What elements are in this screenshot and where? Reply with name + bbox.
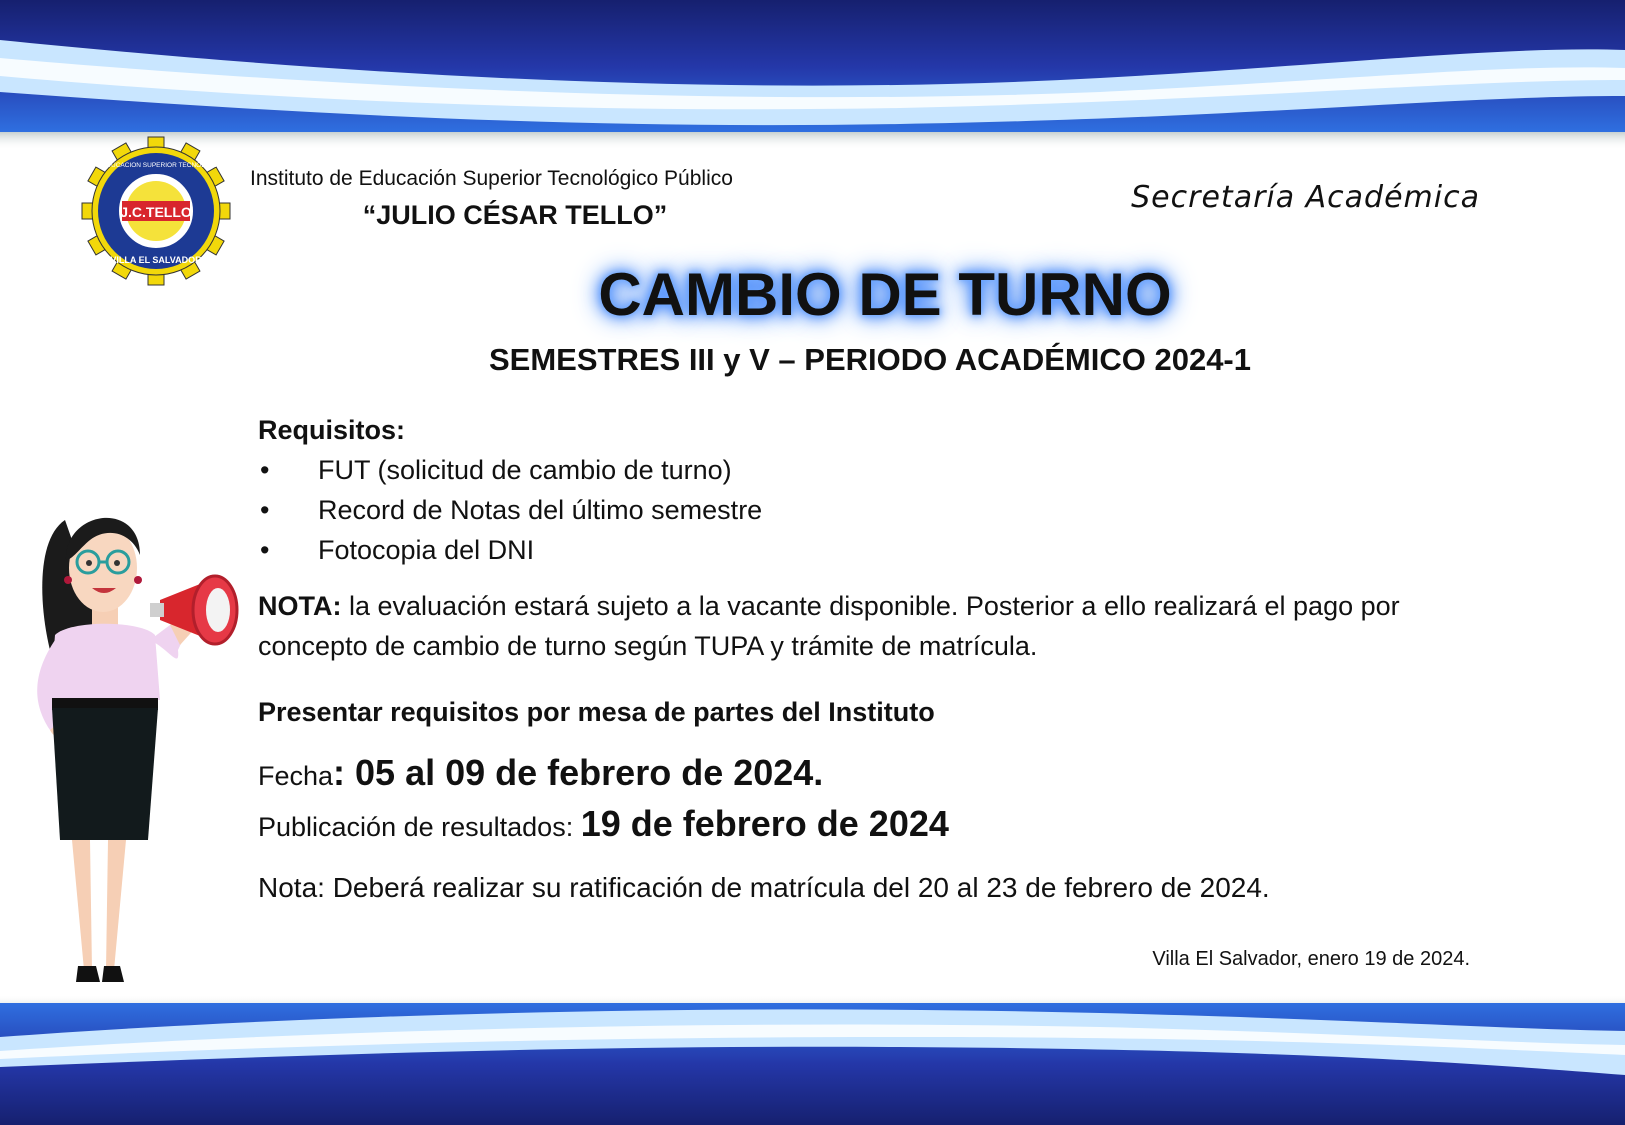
results-label: Publicación de resultados:: [258, 812, 581, 842]
nota-paragraph: [258, 586, 1498, 666]
logo-ring-text: INSTITUTO DE EDUCACION SUPERIOR TECNOLOGICO PUBLICO: [55, 162, 257, 169]
date-label: Fecha: [258, 761, 334, 791]
requirements-heading: Requisitos:: [258, 415, 406, 445]
main-content: [258, 410, 1498, 908]
bullet-icon: •: [260, 495, 270, 525]
list-item: [258, 530, 1498, 570]
logo-bottom-text: VILLA EL SALVADOR: [110, 255, 202, 265]
results-line: [258, 799, 1498, 852]
requirement-text: Fotocopia del DNI: [318, 535, 535, 565]
date-line: [258, 750, 1498, 799]
bullet-icon: •: [260, 455, 270, 485]
nota-text: la evaluación estará sujeto a la vacante disponible. Posterior a ello realizará el pago por concepto de cambio de turno según TUPA y trámite de matrícula.: [258, 591, 1400, 661]
list-item: [258, 450, 1498, 490]
submission-instruction: Presentar requisitos por mesa de partes del Instituto: [258, 697, 935, 727]
requirement-text: Record de Notas del último semestre: [318, 495, 763, 525]
institute-logo: [55, 136, 257, 286]
bullet-icon: •: [260, 535, 270, 565]
requirements-list: [258, 450, 1498, 570]
bottom-wave-banner: [0, 995, 1625, 1125]
final-note: Nota: Deberá realizar su ratificación de matrícula del 20 al 23 de febrero de 2024.: [258, 872, 1270, 903]
nota-label: NOTA:: [258, 591, 342, 621]
date-value: : 05 al 09 de febrero de 2024.: [333, 752, 824, 793]
page-title: CAMBIO DE TURNO: [598, 261, 1172, 328]
institute-name: “JULIO CÉSAR TELLO”: [362, 200, 668, 230]
department-name: Secretaría Académica: [1131, 180, 1480, 215]
requirement-text: FUT (solicitud de cambio de turno): [318, 455, 732, 485]
list-item: [258, 490, 1498, 530]
institute-line: Instituto de Educación Superior Tecnológico Público: [250, 167, 733, 190]
woman-megaphone-illustration: [10, 500, 260, 1020]
logo-center-text: J.C.TELLO: [120, 204, 192, 220]
results-date: 19 de febrero de 2024: [580, 803, 949, 844]
page-subtitle: SEMESTRES III y V – PERIODO ACADÉMICO 2024-1: [489, 342, 1251, 377]
top-wave-banner: [0, 0, 1625, 150]
place-date: Villa El Salvador, enero 19 de 2024.: [1152, 948, 1470, 970]
